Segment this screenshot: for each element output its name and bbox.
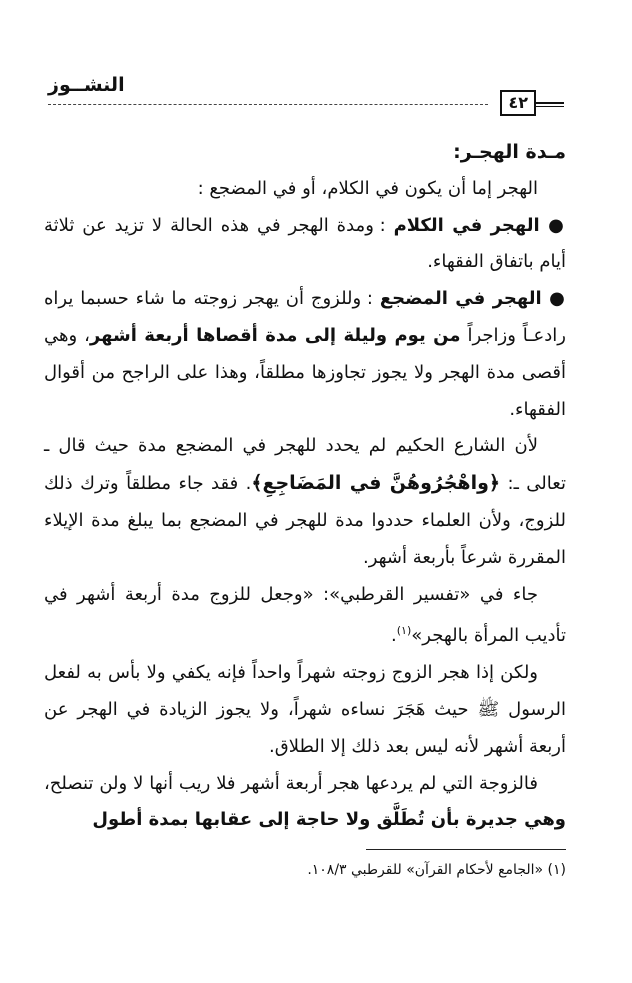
paragraph-lawgiver-a: لأن الشارع الحكيم لم يحدد للهجر في المضجع مدة حيث قال ـ تعالى ـ: — [44, 435, 566, 495]
main-text — [44, 134, 566, 839]
point-bed-text-a: : وللزوج أن يهجر زوجته ما شاء حسبما يراه رادعـاً وزاجراً — [44, 288, 566, 346]
paragraph-qurtubi-end: . — [391, 625, 397, 647]
paragraph-lawgiver-b: . فقد جاء مطلقاً وترك ذلك للزوج، ولأن العلماء حددوا مدة للهجر في المضجع بما يبلغ مدة الإيلاء المقررة شرعاً بأربعة أشهر. — [44, 473, 566, 568]
paragraph-divorce-bold: وهي جديرة بأن تُطَلَّق ولا حاجة إلى عقابها بمدة أطول — [92, 809, 566, 831]
header-rule — [48, 104, 488, 105]
point-speech — [44, 208, 566, 282]
footnote-rule — [366, 849, 566, 850]
section-heading: مـدة الهجـر: — [453, 141, 566, 163]
paragraph-qurtubi — [44, 577, 566, 656]
point-bed-bold: من يوم وليلة إلى مدة أقصاها أربعة أشهر — [89, 324, 461, 346]
page-header — [48, 72, 564, 116]
point-speech-text: : ومدة الهجر في هذه الحالة لا تزيد عن ثلاثة أيام باتفاق الفقهاء. — [44, 214, 566, 273]
paragraph-lawgiver — [44, 428, 566, 576]
paragraph-qurtubi-text: جاء في «تفسير القرطبي»: «وجعل للزوج مدة أربعة أشهر في تأديب المرأة بالهجر» — [44, 583, 566, 647]
paragraph-divorce-a: فالزوجة التي لم يردعها هجر أربعة أشهر فلا ريب أنها لا ولن تنصلح، — [44, 772, 538, 794]
paragraph-divorce — [44, 766, 566, 840]
footnote-ref: (١) — [396, 624, 412, 638]
point-speech-lead: ● الهجر في الكلام — [393, 214, 566, 236]
point-bed-lead: ● الهجر في المضجع — [379, 288, 566, 310]
quran-verse: ﴿واهْجُرُوهُنَّ في المَضَاجِعِ﴾ — [251, 472, 501, 495]
point-bed-text-b: ، وهي أقصى مدة الهجر ولا يجوز تجاوزها مطلقاً، وهذا على الراجح من أقوال الفقهاء. — [44, 324, 566, 420]
point-bed — [44, 281, 566, 428]
footnote: (١) «الجامع لأحكام القرآن» للقرطبي ١٠٨/٣. — [307, 862, 566, 878]
header-rule-right — [536, 102, 564, 107]
paragraph-month: ولكن إذا هجر الزوج زوجته شهراً واحداً فإنه يكفي ولا بأس به لفعل الرسول ﷺ حيث هَجَرَ نساءه شهراً، ولا يجوز الزيادة في الهجر عن أربعة أشهر لأنه ليس بعد ذلك إلا الطلاق. — [44, 662, 566, 757]
intro-paragraph: الهجر إما أن يكون في الكلام، أو في المضجع : — [197, 177, 538, 199]
page-number: ٤٢ — [500, 90, 536, 116]
running-title: النشــوز — [48, 74, 125, 96]
